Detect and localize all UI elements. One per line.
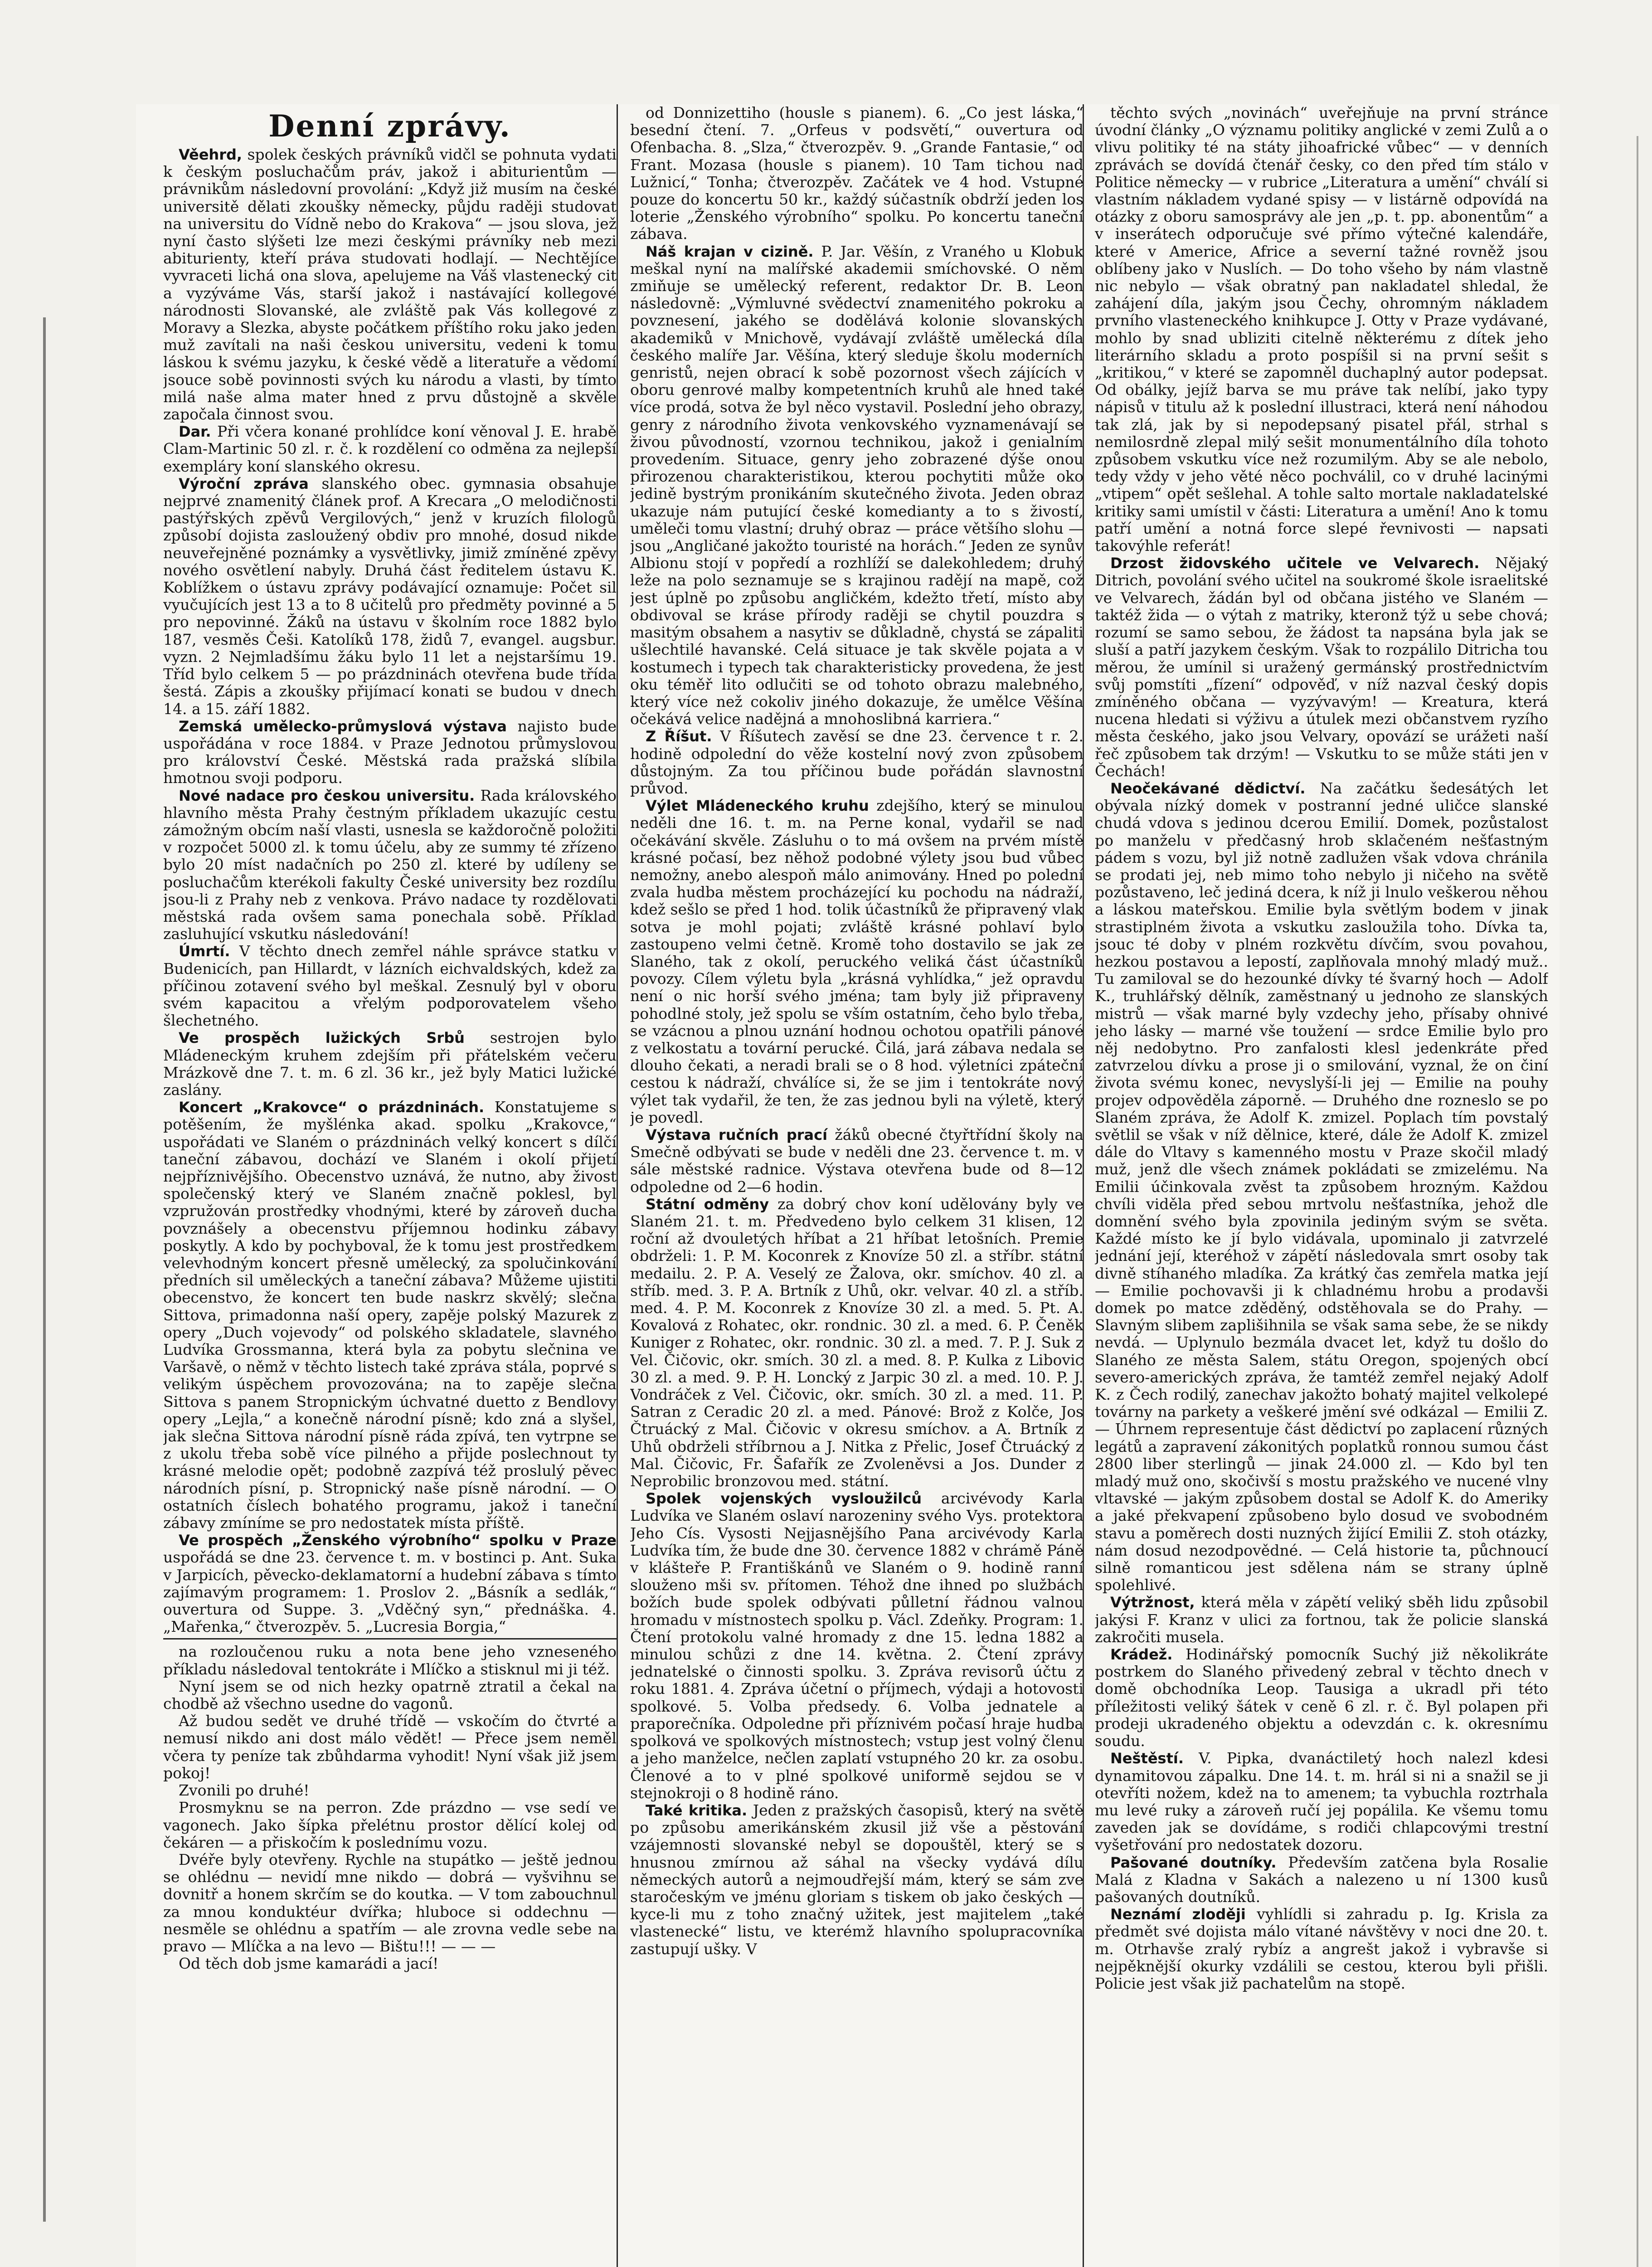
column-2 — [630, 104, 1084, 2267]
news-headline: Výtržnost, — [1110, 1594, 1195, 1611]
news-item — [1095, 104, 1548, 555]
news-headline: Věehrd, — [179, 146, 243, 163]
feuilleton-paragraph: Až budou sedět ve druhé třídě — vskočím do čtvrté a nemusí nikdo ani dost málo vědět! — Přece jsem neměl včera ty peníze tak zbůhdarma vyhodit! Nyní však již jsem pokoj! — [163, 1712, 617, 1782]
news-text: slanského obec. gymnasia obsahuje nejprvé znamenitý článek prof. A Krecara „O melodičnosti pastýřských zpěvů Vergilových,“ jenž v kruzích filologů způsobí dojista zasloužený obdiv pro mnohé, dosud nikde neuveřejněné poznámky a vysvětlivky, jimiž zmíněné zpěvy nového osvětlení nabyly. Druhá část ředitelem ústavu K. Koblížkem o ústavu zprávy podávající oznamuje: Počet sil vyučujících jest 13 a to 8 učitelů pro předměty povinné a 5 pro nepovinné. Žáků na ústavu v školním roce 1882 bylo 187, vesměs Češi. Katolíků 178, židů 7, evangel. augsbur. vyzn. 2 Nejmladšímu žáku bylo 11 let a nejstaršímu 19. Tříd bylo celkem 5 — po prázdninách otevřena bude třída šestá. Zápis a zkoušky přijímací konati se budou v dnech 14. a 15. září 1882. — [163, 474, 617, 718]
news-item — [1095, 1594, 1548, 1646]
news-item — [1095, 1906, 1548, 1992]
news-item — [163, 943, 617, 1029]
news-text: která měla v zápětí veliký sběh lidu způsobil jakýsi F. Kranz v ulici za fortnou, tak že policie slanská zakročiti musela. — [1095, 1593, 1548, 1646]
news-text: žáků obecné čtyřtřídní školy na Smečně odbývati se bude v neděli dne 23. července t. m. v sále městské radnice. Výstava otevřena bude od 8—12 odpoledne od 2—6 hodin. — [630, 1125, 1084, 1196]
news-item — [630, 243, 1084, 728]
newspaper-page — [136, 104, 1560, 2267]
news-text: najisto bude uspořádána v roce 1884. v Praze Jednotou průmyslovou pro království České. Městská rada pražská slíbila hmotnou svoji podporu. — [163, 717, 617, 787]
news-text: Nějaký Ditrich, povolání svého učitel na soukromé škole israelitské ve Velvarech, žádán byl od občana jistého ve Slaném — taktéž žida — o výtah z matriky, kteronž týž u sebe chová; rozumí se samo sebou, že žádost ta napsána byla jak se sluší a patří jazykem českým. Však to rozpálilo Ditricha tou měrou, že umínil si uražený germánský prostřednictvím svůj pomstíti „fízení“ odpověď, v níž nazval český dopis zmíněného občana — vyzývavým! — Kreatura, která nucena hledati si výživu a útulek mezi občanstvem ryzího města českého, jako jsou Velvary, opovází se urážeti naší řeč způsobem tak drzým! — Vskutku to se může státi jen v Čechách! — [1095, 554, 1548, 780]
news-item — [163, 146, 617, 423]
news-text: uspořádá se dne 23. července t. m. v bostinci p. Ant. Suka v Jarpicích, pěvecko-deklamatorní a hudební zábava s tímto zajímavým programem: 1. Proslov 2. „Básník a sedlák,“ ouvertura od Suppe. 3. „Vděčný syn,“ přednáška. 4. „Mařenka,“ čtverozpěv. 5. „Lucresia Borgia,“ — [163, 1548, 617, 1636]
column-rule — [617, 104, 618, 2267]
scan-edge — [1637, 136, 1638, 2267]
news-text: V Říšutech zavěsí se dne 23. července t r. 2. hodině odpolední do věže kostelní nový zvon způsobem důstojným. Za tou příčinou bude pořádán slavnostní průvod. — [630, 727, 1084, 797]
news-text: P. Jar. Věšín, z Vraného u Klobuk meškal nyní na malířské akademii smíchovské. O něm zmiňuje se umělecký referent, redaktor Dr. B. Leon následovně: „Výmluvné svědectví znamenitého pokroku a povznesení, jakého se dodělává kolonie slovanských akademiků v Mnichově, vydávají zvláště umělecká díla českého malíře Jar. Věšína, který sleduje školu moderních genristů, nejen obrací k sobě pozornost všech zájících v oboru genrové malby kompetentních kruhů ale hned také více prodá, sotva že byl něco vystavil. Poslední jeho obrazy, genry z národního života venkovského vyznamenávají se živou původností, vzornou technikou, jakož i genialním provedením. Situace, genry jeho zobrazené dýše onou přirozenou charakteristikou, kterou pochytiti může oko jedině bystrým pronikáním skutečného života. Jeden obraz ukazuje nám putující české komedianty a to s živostí, uměleči tomu vlastní; druhý obraz — práce většího slohu — jsou „Angličané jakožto touristé na horách.“ Jeden ze synův Albionu stojí v popředí a rozhlíží se dalekohledem; druhý leže na polo seznamuje se s krajinou radějí na mapě, což jest úplně po způsobu angličkém, kdežto třetí, místo aby obdivoval se kráse přírody raději se chytil pouzdra s masitým obsahem a nasytiv se důkladně, chystá se zápaliti ušlechtilé havanské. Celá situace je tak skvěle pojata a v kostumech i typech tak charakteristicky provedena, že jest oku téměř lito odlučiti se od tohoto obrazu malebného, který více než cokoliv jiného dokazuje, že umělce Věšína očekává velice nadějná a mnohoslibná karriera.“ — [630, 242, 1084, 728]
feuilleton-paragraph: Nyní jsem se od nich hezky opatrně ztratil a čekal na chodbě až všechno usedne do vagonů. — [163, 1677, 617, 1713]
news-headline: Také kritika. — [646, 1801, 748, 1819]
news-text: arcivévody Karla Ludvíka ve Slaném oslaví narozeniny svého Vys. protektora Jeho Cís. Vysosti Nejjasnějšího Pana arcivévody Karla Ludvíka tím, že bude dne 30. července 1882 v chrámě Páně v klášteře P. Františkánů ve Slaném o 9. hodině ranní slouženo mši sv. přítomen. Téhož dne ihned po službách božích bude spolek odbývati půlletní řádnou valnou hromadu v místnostech spolku p. Václ. Zdeňky. Program: 1. Čtení protokolu valné hromady z dne 15. ledna 1882 a minulou schůzi z dne 14. května. 2. Čtení zprávy jednatelské o činnosti spolku. 3. Zpráva revisorů účtu z roku 1881. 4. Zpráva účetní o příjmech, výdaji a hotovosti spolkové. 5. Volba předsedy. 6. Volba jednatele a praporečníka. Odpoledne při příznivém počasí hraje hudba spolková ve spolkových místnostech; vstup jest volný členu a jeho manželce, nečlen zaplatí vstupného 20 kr. za osobu. Členové a to v plné spolkové uniformě sejdou se v stejnokroji o 8 hodině ráno. — [630, 1489, 1084, 1802]
news-item — [163, 1532, 617, 1635]
news-headline: Dar. — [179, 423, 211, 441]
news-item — [163, 1099, 617, 1532]
feuilleton-separator — [163, 1638, 617, 1639]
news-headline: Státní odměny — [646, 1195, 769, 1213]
news-text: sestrojen bylo Mládeneckým kruhem zdejším při přátelském večeru Mrázkově dne 7. t. m. 6 zl. 36 kr., jež byly Matici lužické zaslány. — [163, 1029, 617, 1099]
news-headline: Ve prospěch lužických Srbů — [179, 1029, 465, 1047]
news-item — [630, 728, 1084, 797]
news-headline: Zemská umělecko-průmyslová výstava — [179, 717, 507, 735]
news-headline: Spolek vojenských vysloužilců — [646, 1490, 922, 1508]
news-headline: Ve prospěch „Ženského výrobního“ spolku v Praze — [179, 1532, 617, 1549]
news-headline: Z Říšut. — [646, 728, 712, 745]
news-item — [630, 797, 1084, 1126]
section-title: Denní zprávy. — [268, 108, 511, 144]
news-headline: Neštěstí. — [1110, 1750, 1184, 1767]
news-item — [630, 104, 1084, 243]
news-item — [1095, 780, 1548, 1594]
news-text: Jeden z pražských časopisů, který na světě po způsobu amerikánském zkusil již vše a pěstování vzájemnosti slovanské nebyl se dopouštěl, který se s hnusnou zmírnou až sáhal na všecky vydává dílu německých autorů a nejmoudřejší mám, který se sám zve staročeským ve jménu gloriam s tiskem ob jako českých — kyce-li mu z toho značný užitek, jest majitelem „také vlastenecké“ listu, ve kterémž hlavního spolupracovníka zastupují ušky. V — [630, 1801, 1084, 1958]
column-1-feuilleton — [163, 1643, 617, 1972]
news-text: těchto svých „novinách“ uveřejňuje na první stránce úvodní články „O významu politiky anglické v zemi Zulů a o vlivu politiky té na státy jihoafrické vůbec“ — v denních zprávách se dovídá čtenář česky, co den před tím stálo v Politice německy — v rubrice „Literatura a umění“ chválí si vlastním nákladem vydané spisy — v listárně odpovídá na otázky z oboru samosprávy ale jen „p. t. pp. abonentům“ a v inserátech odporučuje své přímo výtečné kalendáře, které v Americe, Africe a severní tažné rovněž jsou oblíbeny jako v Nuslích. — Do toho všeho by nám vlastně nic nebylo — však obratný pan nakladatel shledal, že zahájení díla, jakým jsou Čechy, ohromným nákladem prvního vlasteneckého knihkupce J. Otty v Praze vydávané, mohlo by snad ubliziti citelně některému z dítek jeho literárního skladu a proto pospíšil si na první sešit s „kritikou,“ v které se zapomněl duchaplný autor podepsat. Od obálky, jejíž barva se mu práve tak nelíbí, jako typy nápisů v titulu až k poslední illustraci, která není náhodou tak zlá, jak by si nepodepsaný pisatel přál, strhal s nemilosrdně zlepal milý sešit monumentálního díla tohoto způsobem vskutku více než rozumilým. Aby se ale nebolo, tedy vždy v jeho věté něco pochválil, co v druhé lacinými „vtipem“ opět sešlehal. A tohle salto mortale nakladatelské kritiky sami umístil v části: Literatura a umění! Ano k tomu patří umění a notná force slepé řevnivosti — napsati takovýhle referát! — [1095, 104, 1548, 555]
news-item — [630, 1126, 1084, 1196]
news-item — [1095, 555, 1548, 780]
column-3-articles — [1095, 104, 1548, 1992]
scan-edge — [43, 317, 46, 2222]
news-text: spolek českých právníků vidčl se pohnuta vydati k českým posluchačům práv, jakož i abiturientům — právnikům následovní provolání: „Když již musím na české universitě dělati zkoušky německy, půjdu raději studovat na universitu do Vídně nebo do Krakova“ — jsou slova, jež nyní často slýšeti lze mezi českými právníky neb mezi abiturienty, kteří práva studovati hodlají. — Nechtějíce vyvraceti lichá ona slova, apelujeme na Váš vlastenecký cit a vyzýváme Vás, starší jakož i nastávající kollegové národnosti Slovanské, ale zvláště pak Vás kollegové z Moravy a Slezka, abyste počátkem příštího roku jako jeden muž zavítali na naši českou universitu, vedeni k tomu láskou k svému jazyku, k české vědě a literatuře a vědomí jsouce sobě povinnosti svých ku národu a vlasti, by tímto milá naše alma mater hned z prvu důstojně a skvěle započala činnost svou. — [163, 146, 617, 423]
news-item — [163, 787, 617, 943]
feuilleton-paragraph: Dvéře byly otevřeny. Rychle na stupátko — ještě jednou se ohlédnu — nevidí mne nikdo — dobrá — vyšvihnu se dovnitř a honem skrčím se do koutka. — V tom zabouchnul za mnou konduktéur dvířka; hluboce si oddechnu — nesměle se ohlédnu a spatřím — ale zrovna vedle sebe na pravo — Mlíčka a na levo — Bištu!!! — — — — [163, 1850, 617, 1955]
column-1-articles — [163, 146, 617, 1635]
column-1 — [163, 104, 617, 2267]
news-item — [163, 1029, 617, 1099]
news-text: Konstatujeme s potěšením, že myšlénka akad. spolku „Krakovce,“ uspořádati ve Slaném o prázdninách velký koncert s dílčí taneční zábavou, dochází ve Slaném i okolí přijetí nejpříznivějšího. Obecenstvo uznává, že nutno, aby živost společenský který ve Slaném značně poklesl, byl vzpružován prostředky vhodnými, které by zároveň ducha povznášely a obecenstvu příjemnou hodinku zábavy poskytly. A kdo by pochyboval, že k tomu jest prostředkem velevhodným koncert přesně umělecký, za spolučinkování předních sil uměleckých a taneční zábava? Můžeme ujistiti obecenstvo, že koncert ten bude naskrz skvělý; slečna Sittova, primadonna naší opery, zapěje polský Mazurek z opery „Duch vojevody“ od polského skladatele, slavného Ludvíka Grossmanna, která byla za pobytu slečnina ve Varšavě, o němž v těchto listech také zpráva stála, poprvé s velikým úspěchem provozována; na to zapěje slečna Sittova s panem Stropnickým úchvatné duetto z Bendlovy opery „Lejla,“ a konečně národní písně; kdo zná a slyšel, jak slečna Sittova národní písně ráda zpívá, ten vytrpne se z ukolu třeba sobě více pilného a přijde poslechnout ty krásné melodie opět; podobně zazpívá též proslulý pěvec národních písní, p. Stropnický naše písně národní. — O ostatních číslech bohatého programu, jakož i taneční zábavy zmíníme se pro nedostatek místa příště. — [163, 1098, 617, 1532]
news-item — [163, 423, 617, 475]
news-text: Hodinářský pomocník Suchý již několikráte postrkem do Slaného přivedený zebral v těchto dnech v domě obchodníka Leop. Tausiga a ukradl při této příležitosti veliký šátek v ceně 6 zl. r. č. Byl polapen při prodeji ukradeného objektu a odevzdán c. k. okresnímu soudu. — [1095, 1645, 1548, 1750]
news-headline: Výlet Mládeneckého kruhu — [646, 797, 869, 815]
news-text: V. Pipka, dvanáctiletý hoch nalezl kdesi dynamitovou zápalku. Dne 14. t. m. hrál si ni a snažil se ji otevříti nožem, kdež na to amenem; ta vybuchla roztrhala mu levé ruky a zároveň ručí jej popálila. Ke všemu tomu zaveden jak se dovídáme, s rodiči chlapcovými trestní vyšetřování pro nedostatek dozoru. — [1095, 1749, 1548, 1854]
news-headline: Výroční zpráva — [179, 475, 309, 492]
news-headline: Pašované doutníky. — [1110, 1853, 1277, 1871]
news-text: za dobrý chov koní udělovány byly ve Slaném 21. t. m. Předvedeno bylo celkem 31 klisen, 12 roční až dvouletých hříbat a 21 hříbat letošních. Premie obdrželi: 1. P. M. Koconrek z Knovíze 50 zl. a stříbr. státní medailu. 2. P. A. Veselý ze Žalova, okr. smíchov. 40 zl. a stříb. med. 3. P. A. Brtník z Uhů, okr. velvar. 40 zl. a stříb. med. 4. P. M. Koconrek z Knovíze 30 zl. a med. 5. Pt. A. Kovalová z Rohatec, okr. rondnic. 30 zl. a med. 6. P. Čeněk Kuniger z Rohatec, okr. rondnic. 30 zl. a med. 7. P. J. Suk z Vel. Čičovic, okr. smích. 30 zl. a med. 8. P. Kulka z Libovic 30 zl. a med. 9. P. H. Loncký z Jarpic 30 zl. a med. 10. P. J. Vondráček z Vel. Čičovic, okr. smích. 30 zl. a med. 11. P. Satran z Ceradic 20 zl. a med. Pánové: Brož z Kolče, Jos Čtruácký z Mal. Čičovic v okresu smíchov. a A. Brtník z Uhů obdrželi stříbrnou a J. Nitka z Přelic, Josef Čtruácký z Mal. Čičovic, Fr. Šafařík ze Zvoleněvsi a Jos. Dunder z Neprobilic bronzovou med. státní. — [630, 1195, 1084, 1490]
news-text: V těchto dnech zemřel náhle správce statku v Budenicích, pan Hillardt, v lázních eichvaldských, kdež za příčinou zotavení svého byl meškal. Zesnulý byl v oboru svém kapacitou a vřelým podporovatelem všeho šlechetného. — [163, 942, 617, 1030]
news-text: Při včera konané prohlídce koní věnoval J. E. hrabě Clam-Martinic 50 zl. r. č. k rozdělení co odměna za nejlepší exempláry koní slanského okresu. — [163, 423, 617, 475]
news-item — [630, 1802, 1084, 1958]
news-headline: Neznámí zloději — [1110, 1906, 1246, 1923]
news-headline: Neočekávané dědictví. — [1110, 779, 1306, 797]
news-headline: Náš krajan v cizině. — [646, 243, 814, 260]
news-text: zdejšího, který se minulou neděli dne 16. t. m. na Perne konal, vydařil se nad očekávání skvěle. Zásluhu o to má ovšem na prvém místě krásné počasí, bez něhož podobné výlety jsou bud vůbec nemožny, anebo alespoň málo animovány. Hned po polední zvala hudba městem procházející ku pochodu na nádraží, kdež sešlo se před 1 hod. tolik účastníků že připravený vlak sotva je mohl pojati; zvláště krásné pohlaví bylo zastoupeno velmi četně. Kromě toho dostavilo se jak ze Slaného, tak z okolí, peruckého veliká část účastníků povozy. Cílem výletu byla „krásná vyhlídka,“ jež opravdu není o nic horší svého jména; tam byly již připraveny pohodlné stoly, jež spolu se vším ostatním, čeho bylo třeba, se vzácnou a plnou uznání hodnou ochotou opatřili pánové z velkostatu a tovární perucké. Čilá, jará zábava nedala se dlouho čekati, a neradi brali se o 8 hod. výletníci zpáteční cestou k nádraží, chválíce si, že se jim i tentokráte nový výlet tak vydařil, že ten, že zas jednou byli na výletě, který je povedl. — [630, 797, 1084, 1126]
news-headline: Drzost židovského učitele ve Velvarech. — [1110, 555, 1480, 572]
news-item — [630, 1490, 1084, 1802]
column-3 — [1095, 104, 1548, 2267]
news-item — [1095, 1646, 1548, 1750]
news-headline: Koncert „Krakovce“ o prázdninách. — [179, 1099, 485, 1116]
news-text: od Donnizettiho (housle s pianem). 6. „Co jest láska,“ besední čtení. 7. „Orfeus v podsvětí,“ ouvertura od Ofenbacha. 8. „Slza,“ čtverozpěv. 9. „Grande Fantasie,“ od Frant. Mozasa (housle s pianem). 10 Tam tichou nad Lužnicí,“ Tonha; čtverozpěv. Začátek ve 4 hod. Vstupné pouze do koncertu 50 kr., každý súčastník obdrží jeden los loterie „Ženského výrobního“ spolku. Po koncertu taneční zábava. — [630, 104, 1084, 243]
news-headline: Nové nadace pro českou universitu. — [179, 787, 475, 804]
news-headline: Krádež. — [1110, 1646, 1173, 1664]
news-text: Rada královského hlavního města Prahy čestným příkladem ukazujíc cestu zámožným obcím naší vlasti, usnesla se každoročně položiti v rozpočet 5000 zl. k tomu účelu, aby ze summy té zřízeno bylo 20 míst nadačních po 250 zl. které by udíleny se posluchačům kterékoli fakulty České university bez rozdílu jsou-li z Prahy neb z venkova. Právo nadace ty rozdělovati městská rada ovšem sama ponechala sobě. Příklad zasluhující vskutku následování! — [163, 786, 617, 943]
feuilleton-paragraph: Zvonili po druhé! — [179, 1781, 310, 1800]
news-text: vyhlídli si zahradu p. Ig. Krisla za předmět své dojista málo vítané návštěvy v noci dne 20. t. m. Otrhavše zralý rybíz a angrešt jakož i vybravše si nejpěknější okurky vzdálili se cestou, kterou byli přišli. Policie jest však již pachatelům na stopě. — [1095, 1905, 1548, 1992]
news-text: Na začátku šedesátých let obývala nízký domek v postranní jedné uličce slanské chudá vdova s jedinou dcerou Emilií. Domek, pozůstalost po manželu v předčasný hrob sklačeném nešťastným pádem s vozu, byl již notně zadlužen však vdova chránila se prodati jej, neb mimo toho nebylo ji ničeho na světě pozůstaveno, leč jediná dcera, k níž ji lnulo veškerou něhou a láskou mateřskou. Emilie byla světlým bodem v jinak strastiplném života a vskutku zasloužila toho. Dívka ta, jsouc té doby v plném rozkvětu dívčím, svou povahou, hezkou postavou a lepostí, zaplňovala mnohý mladý muž.. Tu zamiloval se do hezounké dívky té švarný hoch — Adolf K., truhlářský dělník, zaměstnaný u jednoho ze slanských mistrů — však marné byly vzdechy jeho, přísaby ohnivé jeho lásky — marné vše toužení — srdce Emilie bylo pro něj nedobytno. Pro zanfalosti klesl jedenkráte před zatvrzelou dívku a prose ji o smilování, vyznal, že on činí života svému konec, nevyslyší-li jej — Emilie na pouhy projev odpověděla záporně. — Druhého dne rozneslo se po Slaném zpráva, že Adolf K. zmizel. Poplach tím povstalý světlil se však v níž dělnice, které, dále že Adolf K. zmizel dále do Vltavy s kamenného mostu v Praze skočil mladý muž, jenž dle všech známek pokládati se zmizelému. Na Emilii účinkovala zvěst ta způsobem hrozným. Každou chvíli viděla před sebou mrtvolu nešťastníka, jehož dle domnění svého byla zpovinila jediným svým se světa. Každé místo ke jí bylo vidávala, upominalo ji zatvrzelé jednání její, kteréhož v zápětí následovala smrt osoby tak divně stíhaného mladíka. Za krátký čas zemřela matka její — Emilie pochovavši ji k chladnému hrobu a prodavši domek po matce zděděný, odstěhovala se do Prahy. — Slavným slibem zaplišihnila se však sama sebe, že se nikdy nevdá. — Uplynulo bezmála dvacet let, když tu došlo do Slaného ze města Salem, státu Oregon, spojených obcí severo-amerických zpráva, že tamtéž zemřel nejaký Adolf K. z Čech rodilý, zanechav jakožto bohatý majitel velkolepé továrny na parkety a veškeré jmění své odkázal — Emilii Z. — Úhrnem representuje část dědictví po zaplacení různých legátů a zapravení zákonitých poplatků ronnou sumou část 2800 liber sterlingů — jinak 24.000 zl. — Kdo byl ten mladý muž ono, skočivší s mostu pražského ve nucené vlny vltavské — jakým způsobem dostal se Adolf K. do Ameriky a jaké překvapení způsobeno bylo dosud ve svobodném stavu a poměrech dosti nuzných žijící Emilii Z. stoh otázky, nám dosud nezodpovědné. — Celá historie ta, půchnoucí silně romanticou jest sdělena nám se strany úplně spolehlivé. — [1095, 779, 1548, 1594]
feuilleton-paragraph: na rozloučenou ruku a nota bene jeho vzneseného příkladu následoval tentokráte i Mlíčko a stisknul mi ji též. — [163, 1643, 617, 1678]
news-item — [163, 475, 617, 718]
news-item — [1095, 1854, 1548, 1906]
news-item — [163, 718, 617, 787]
news-item — [1095, 1750, 1548, 1853]
news-headline: Výstava ručních prací — [646, 1126, 828, 1143]
news-headline: Úmrtí. — [179, 943, 230, 960]
feuilleton-paragraph: Prosmyknu se na perron. Zde prázdno — vse sedí ve vagonech. Jako šípka přelétnu prostor dělící kolej od čekáren — a přiskočím k poslednímu vozu. — [163, 1799, 617, 1851]
news-text: Především zatčena byla Rosalie Malá z Kladna v Sakách a nalezeno u ní 1300 kusů pašovaných doutníků. — [1095, 1853, 1548, 1906]
news-item — [630, 1196, 1084, 1490]
feuilleton-paragraph: Od těch dob jsme kamarádi a jací! — [179, 1955, 439, 1973]
column-2-articles — [630, 104, 1084, 1958]
